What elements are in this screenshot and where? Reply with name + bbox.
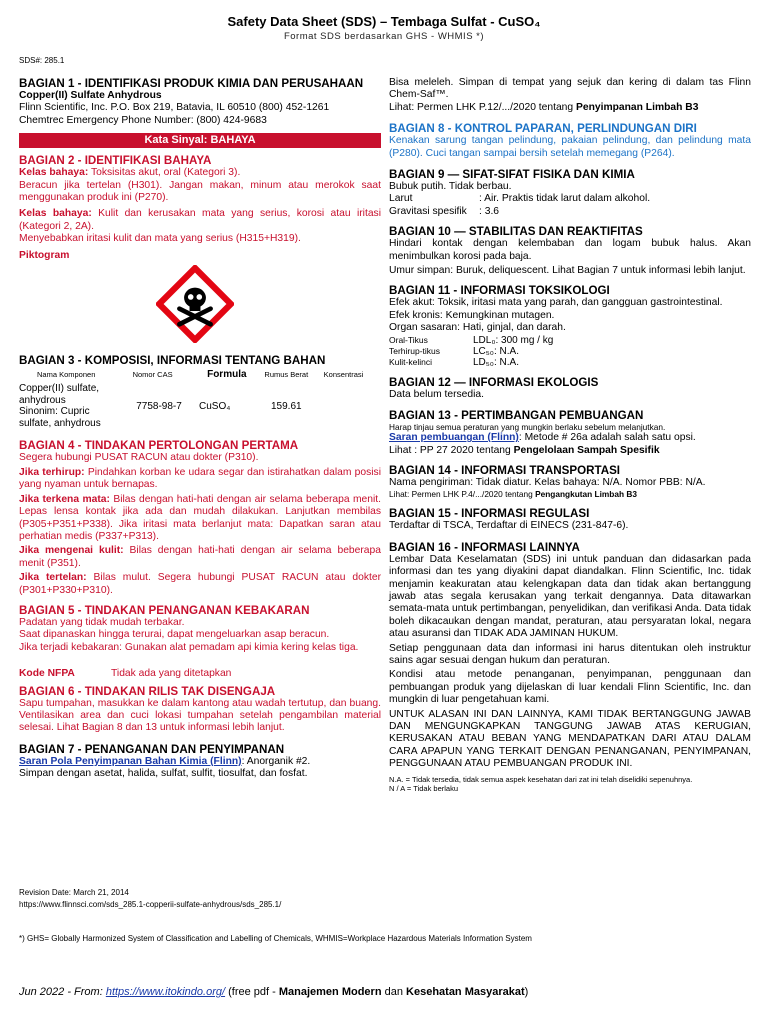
transport-reg-bold: Pengangkutan Limbah B3 <box>535 489 637 500</box>
section-10-heading: BAGIAN 10 — STABILITAS DAN REAKTIFITAS <box>389 225 643 239</box>
stability-line-2: Umur simpan: Buruk, deliquescent. Lihat Bagian 7 untuk informasi lebih lanjut. <box>389 265 746 277</box>
eco-text: Data belum tersedia. <box>389 388 485 400</box>
stability-line-1: Hindari kontak dengan kelembaban dan logam bubuk halus. Akan menimbulkan korosi pada baja. <box>389 238 751 262</box>
tox-row-key: Oral-Tikus <box>389 334 428 345</box>
section-2-heading: BAGIAN 2 - IDENTIFIKASI BAHAYA <box>19 154 212 168</box>
tox-row <box>389 357 751 368</box>
section-15-heading: BAGIAN 15 - INFORMASI REGULASI <box>389 507 590 521</box>
section-16-heading: BAGIAN 16 - INFORMASI LAINNYA <box>389 540 580 554</box>
component-weight: 159.61 <box>271 400 302 412</box>
section-9-heading: BAGIAN 9 — SIFAT-SIFAT FISIKA DAN KIMIA <box>389 168 635 182</box>
section-11-heading: BAGIAN 11 - INFORMASI TOKSIKOLOGI <box>389 284 610 298</box>
hazard-class-label: Kelas bahaya: <box>19 167 89 179</box>
fire-line-1: Padatan yang tidak mudah terbakar. <box>19 616 185 628</box>
eye-label: Jika terkena mata: <box>19 493 110 505</box>
hazard-class-text-2: Kulit dan kerusakan mata yang serius, korosi atau iritasi (Kategori 2, 2A). <box>19 208 381 232</box>
tox-line-3: Organ sasaran: Hati, ginjal, dan darah. <box>389 322 566 334</box>
other-info-p2: Setiap penggunaan data dan informasi ini harus ditentukan oleh instruktur sains agar sesuai dengan hukum dan peraturan. <box>389 642 751 666</box>
other-info-p3: Kondisi atau metode penanganan, penyimpanan, penggunaan dan pembuangan produk yang dijelaskan di luar kendali Flinn Scientific, Inc. dan mungkin di luar pengetahuan kami. <box>389 669 751 706</box>
right-column <box>389 77 751 793</box>
tox-line-2: Efek kronis: Kemungkinan mutagen. <box>389 309 555 321</box>
solubility-value: : Air. Praktis tidak larut dalam alkohol. <box>479 193 651 205</box>
tox-row-value: LC₅₀: N.A. <box>473 345 519 357</box>
section-4-heading: BAGIAN 4 - TINDAKAN PERTOLONGAN PERTAMA <box>19 439 299 453</box>
inhalation-text: Pindahkan korban ke udara segar dan istirahatkan dalam posisi yang nyaman untuk bernapas. <box>19 466 381 491</box>
credit-topic-2: Kesehatan Masyarakat <box>406 986 525 998</box>
tox-row-key: Kulit-kelinci <box>389 356 432 367</box>
disposal-reg-prefix: Lihat : PP 27 2020 tentang <box>389 444 514 456</box>
signal-word-banner: Kata Sinyal: BAHAYA <box>19 133 381 148</box>
tox-row-value: LD₅₀: N.A. <box>473 356 519 368</box>
section-5-heading: BAGIAN 5 - TINDAKAN PENANGANAN KEBAKARAN <box>19 603 310 617</box>
tox-row-key: Terhirup-tikus <box>389 345 441 356</box>
transport-reg-prefix: Lihat: Permen LHK P.4/.../2020 tentang <box>389 489 536 500</box>
company-address: Flinn Scientific, Inc. P.O. Box 219, Batavia, IL 60510 (800) 452-1261 <box>19 102 330 114</box>
tox-row <box>389 335 751 346</box>
hazard-class-label-2: Kelas bahaya: <box>19 208 92 220</box>
itokindo-link[interactable]: https://www.itokindo.org/ <box>105 986 226 998</box>
note-na: N.A. = Tidak tersedia, tidak semua aspek kesehatan dari zat ini telah diselidiki sepenuhnya. <box>389 774 693 784</box>
emergency-phone: Chemtrec Emergency Phone Number: (800) 424-9683 <box>19 114 267 126</box>
section-6-heading: BAGIAN 6 - TINDAKAN RILIS TAK DISENGAJA <box>19 684 276 698</box>
composition-row <box>19 383 381 429</box>
disposal-link[interactable]: Saran pembuangan (Flinn) <box>389 432 519 444</box>
credit-mid: (free pdf - <box>225 986 279 998</box>
section-12-heading: BAGIAN 12 — INFORMASI EKOLOGIS <box>389 375 599 389</box>
physical-line-1: Bubuk putih. Tidak berbau. <box>389 181 512 193</box>
nfpa-label: Kode NFPA <box>19 668 75 680</box>
credit-end: ) <box>524 986 529 998</box>
section-1-heading: BAGIAN 1 - IDENTIFIKASI PRODUK KIMIA DAN PERUSAHAAN <box>19 77 364 90</box>
sds-number: SDS#: 285.1 <box>19 56 65 65</box>
skin-label: Jika mengenai kulit: <box>19 545 124 557</box>
col-name: Nama Komponen <box>37 370 96 380</box>
col-concentration: Konsentrasi <box>323 370 364 380</box>
tox-row-value: LDL₀: 300 mg / kg <box>473 334 554 346</box>
left-column <box>19 77 381 781</box>
storage-pattern-text: : Anorganik #2. <box>241 755 311 767</box>
other-info-p1: Lembar Data Keselamatan (SDS) ini untuk panduan dan didasarkan pada informasi dan tes yang diyakini dapat diandalkan. Flinn Scientific, Inc. tidak menjamin keakuratan atau kelengkapan data dan tidak akan bertanggung jawab atas segala kerusakan yang terkait dengannya. Data ditawarkan semata-mata untuk pertimbangan, penyelidikan, dan verifikasi Anda. Data tidak boleh dikacaukan dengan mandat, peraturan, atau persyaratan lokal, negara atau asuransi dan TIDAK ADA JAMINAN HUKUM. <box>389 553 751 640</box>
col-cas: Nomor CAS <box>132 370 173 380</box>
note-n-a: N / A = Tidak berlaku <box>389 783 458 793</box>
nfpa-value: Tidak ada yang ditetapkan <box>111 668 232 680</box>
disposal-line-1: Harap tinjau semua peraturan yang mungkin berlaku sebelum melanjutkan. <box>389 422 666 433</box>
inhalation-label: Jika terhirup: <box>19 466 85 478</box>
section-3-heading: BAGIAN 3 - KOMPOSISI, INFORMASI TENTANG BAHAN <box>19 354 326 368</box>
document-subtitle: Format SDS berdasarkan GHS - WHMIS *) <box>283 31 485 42</box>
credit-prefix: Jun 2022 - From: <box>19 986 106 998</box>
ppe-text: Kenakan sarung tangan pelindung, pakaian pelindung, dan pelindung mata (P280). Cuci tangan sampai bersih setelah memegang (P264). <box>389 135 751 159</box>
col-formula: Formula <box>207 369 247 381</box>
col-weight: Rumus Berat <box>264 370 309 380</box>
credit-and: dan <box>381 986 407 998</box>
product-name: Copper(II) Sulfate Anhydrous <box>19 90 162 101</box>
storage-line-2: Simpan dengan asetat, halida, sulfat, sulfit, tiosulfat, dan fosfat. <box>19 768 308 780</box>
composition-header <box>19 369 381 381</box>
source-url: https://www.flinnsci.com/sds_285.1-copperii-sulfate-anhydrous/sds_285.1/ <box>19 900 282 909</box>
ghs-skull-crossbones-icon <box>156 265 234 343</box>
component-formula: CuSO₄ <box>199 400 231 412</box>
storage-line-3: Bisa meleleh. Simpan di tempat yang sejuk dan kering di dalam tas Flinn Chem-Saf™. <box>389 77 751 101</box>
disposal-link-text: : Metode # 26a adalah salah satu opsi. <box>518 432 696 444</box>
bottom-credit <box>19 986 528 998</box>
solubility-label: Larut <box>389 193 413 205</box>
skin-text: Bilas dengan hati-hati dengan air selama beberapa menit (P351). <box>19 545 381 569</box>
storage-reg-bold: Penyimpanan Limbah B3 <box>576 101 699 113</box>
eye-text: Bilas dengan hati-hati dengan air selama beberapa menit. Lepas lensa kontak jika ada dan mudah dilakukan. Lanjutkan membilas (P305+P351+P338). Jika iritasi mata berlanjut mata: Dapatkan saran atau perhatian medis (P337+P313). <box>19 493 381 542</box>
first-aid-intro: Segera hubungi PUSAT RACUN atau dokter (P310). <box>19 452 259 464</box>
section-8-heading: BAGIAN 8 - KONTROL PAPARAN, PERLINDUNGAN DIRI <box>389 122 697 136</box>
credit-topic-1: Manajemen Modern <box>278 986 382 998</box>
disposal-reg-bold: Pengelolaan Sampah Spesifik <box>513 444 660 456</box>
section-14-heading: BAGIAN 14 - INFORMASI TRANSPORTASI <box>389 463 621 477</box>
hazard-class-desc-2: Menyebabkan iritasi kulit dan mata yang serius (H315+H319). <box>19 233 301 245</box>
pictogram-area <box>19 262 381 348</box>
storage-reg-prefix: Lihat: Permen LHK P.12/.../2020 tentang <box>389 101 576 113</box>
ingestion-label: Jika tertelan: <box>19 572 87 584</box>
document-title: Safety Data Sheet (SDS) – Tembaga Sulfat - CuSO₄ <box>227 14 541 29</box>
spill-text: Sapu tumpahan, masukkan ke dalam kantong atau wadah tertutup, dan buang. Ventilasikan area dan cuci lokasi tumpahan setelah pengambilan material selesai. Lihat Bagian 8 dan 13 untuk informasi lebih lanjut. <box>19 697 381 734</box>
pictogram-label: Piktogram <box>19 249 70 261</box>
hazard-class-desc: Beracun jika tertelan (H301). Jangan makan, minum atau merokok saat menggunakan produk ini (P270). <box>19 179 381 204</box>
section-13-heading: BAGIAN 13 - PERTIMBANGAN PEMBUANGAN <box>389 409 644 423</box>
footnote: *) GHS= Globally Harmonized System of Classification and Labelling of Chemicals, WHMIS=Workplace Hazardous Materials Information System <box>19 934 532 943</box>
tox-line-1: Efek akut: Toksik, iritasi mata yang parah, dan gangguan gastrointestinal. <box>389 297 723 309</box>
other-info-p4: UNTUK ALASAN INI DAN LAINNYA, KAMI TIDAK BERTANGGUNG JAWAB DAN MENGUNGKAPKAN TANGGUNG JAWAB ATAS KERUGIAN, KERUSAKAN ATAU BEBAN YANG MENDAPATKAN DARI ATAU DALAM CARA APAPUN YANG TERKAIT DENGAN PENANGANAN, PENYIMPANAN, PENGGUNAAN ATAU PEMBUANGAN PRODUK INI. <box>389 708 751 770</box>
component-synonym: Sinonim: Cupric sulfate, anhydrous <box>19 406 101 429</box>
regulatory-text: Terdaftar di TSCA, Terdaftar di EINECS (231-847-6). <box>389 520 629 532</box>
gravity-label: Gravitasi spesifik <box>389 205 467 217</box>
tox-row <box>389 346 751 357</box>
component-name: Copper(II) sulfate, anhydrous <box>19 383 100 406</box>
revision-date: Revision Date: March 21, 2014 <box>19 888 129 897</box>
component-cas: 7758-98-7 <box>136 400 182 412</box>
gravity-value: : 3.6 <box>479 205 500 217</box>
transport-line-1: Nama pengiriman: Tidak diatur. Kelas bahaya: N/A. Nomor PBB: N/A. <box>389 476 706 488</box>
storage-pattern-link[interactable]: Saran Pola Penyimpanan Bahan Kimia (Flinn) <box>19 755 242 767</box>
fire-line-2: Saat dipanaskan hingga terurai, dapat mengeluarkan asap beracun. <box>19 629 330 641</box>
fire-line-3: Jika terjadi kebakaran: Gunakan alat pemadam api kimia kering kelas tiga. <box>19 641 359 653</box>
ingestion-text: Bilas mulut. Segera hubungi PUSAT RACUN atau dokter (P301+P330+P310). <box>19 572 381 596</box>
hazard-class-text: Toksisitas akut, oral (Kategori 3). <box>88 167 241 179</box>
section-7-heading: BAGIAN 7 - PENANGANAN DAN PENYIMPANAN <box>19 742 285 756</box>
